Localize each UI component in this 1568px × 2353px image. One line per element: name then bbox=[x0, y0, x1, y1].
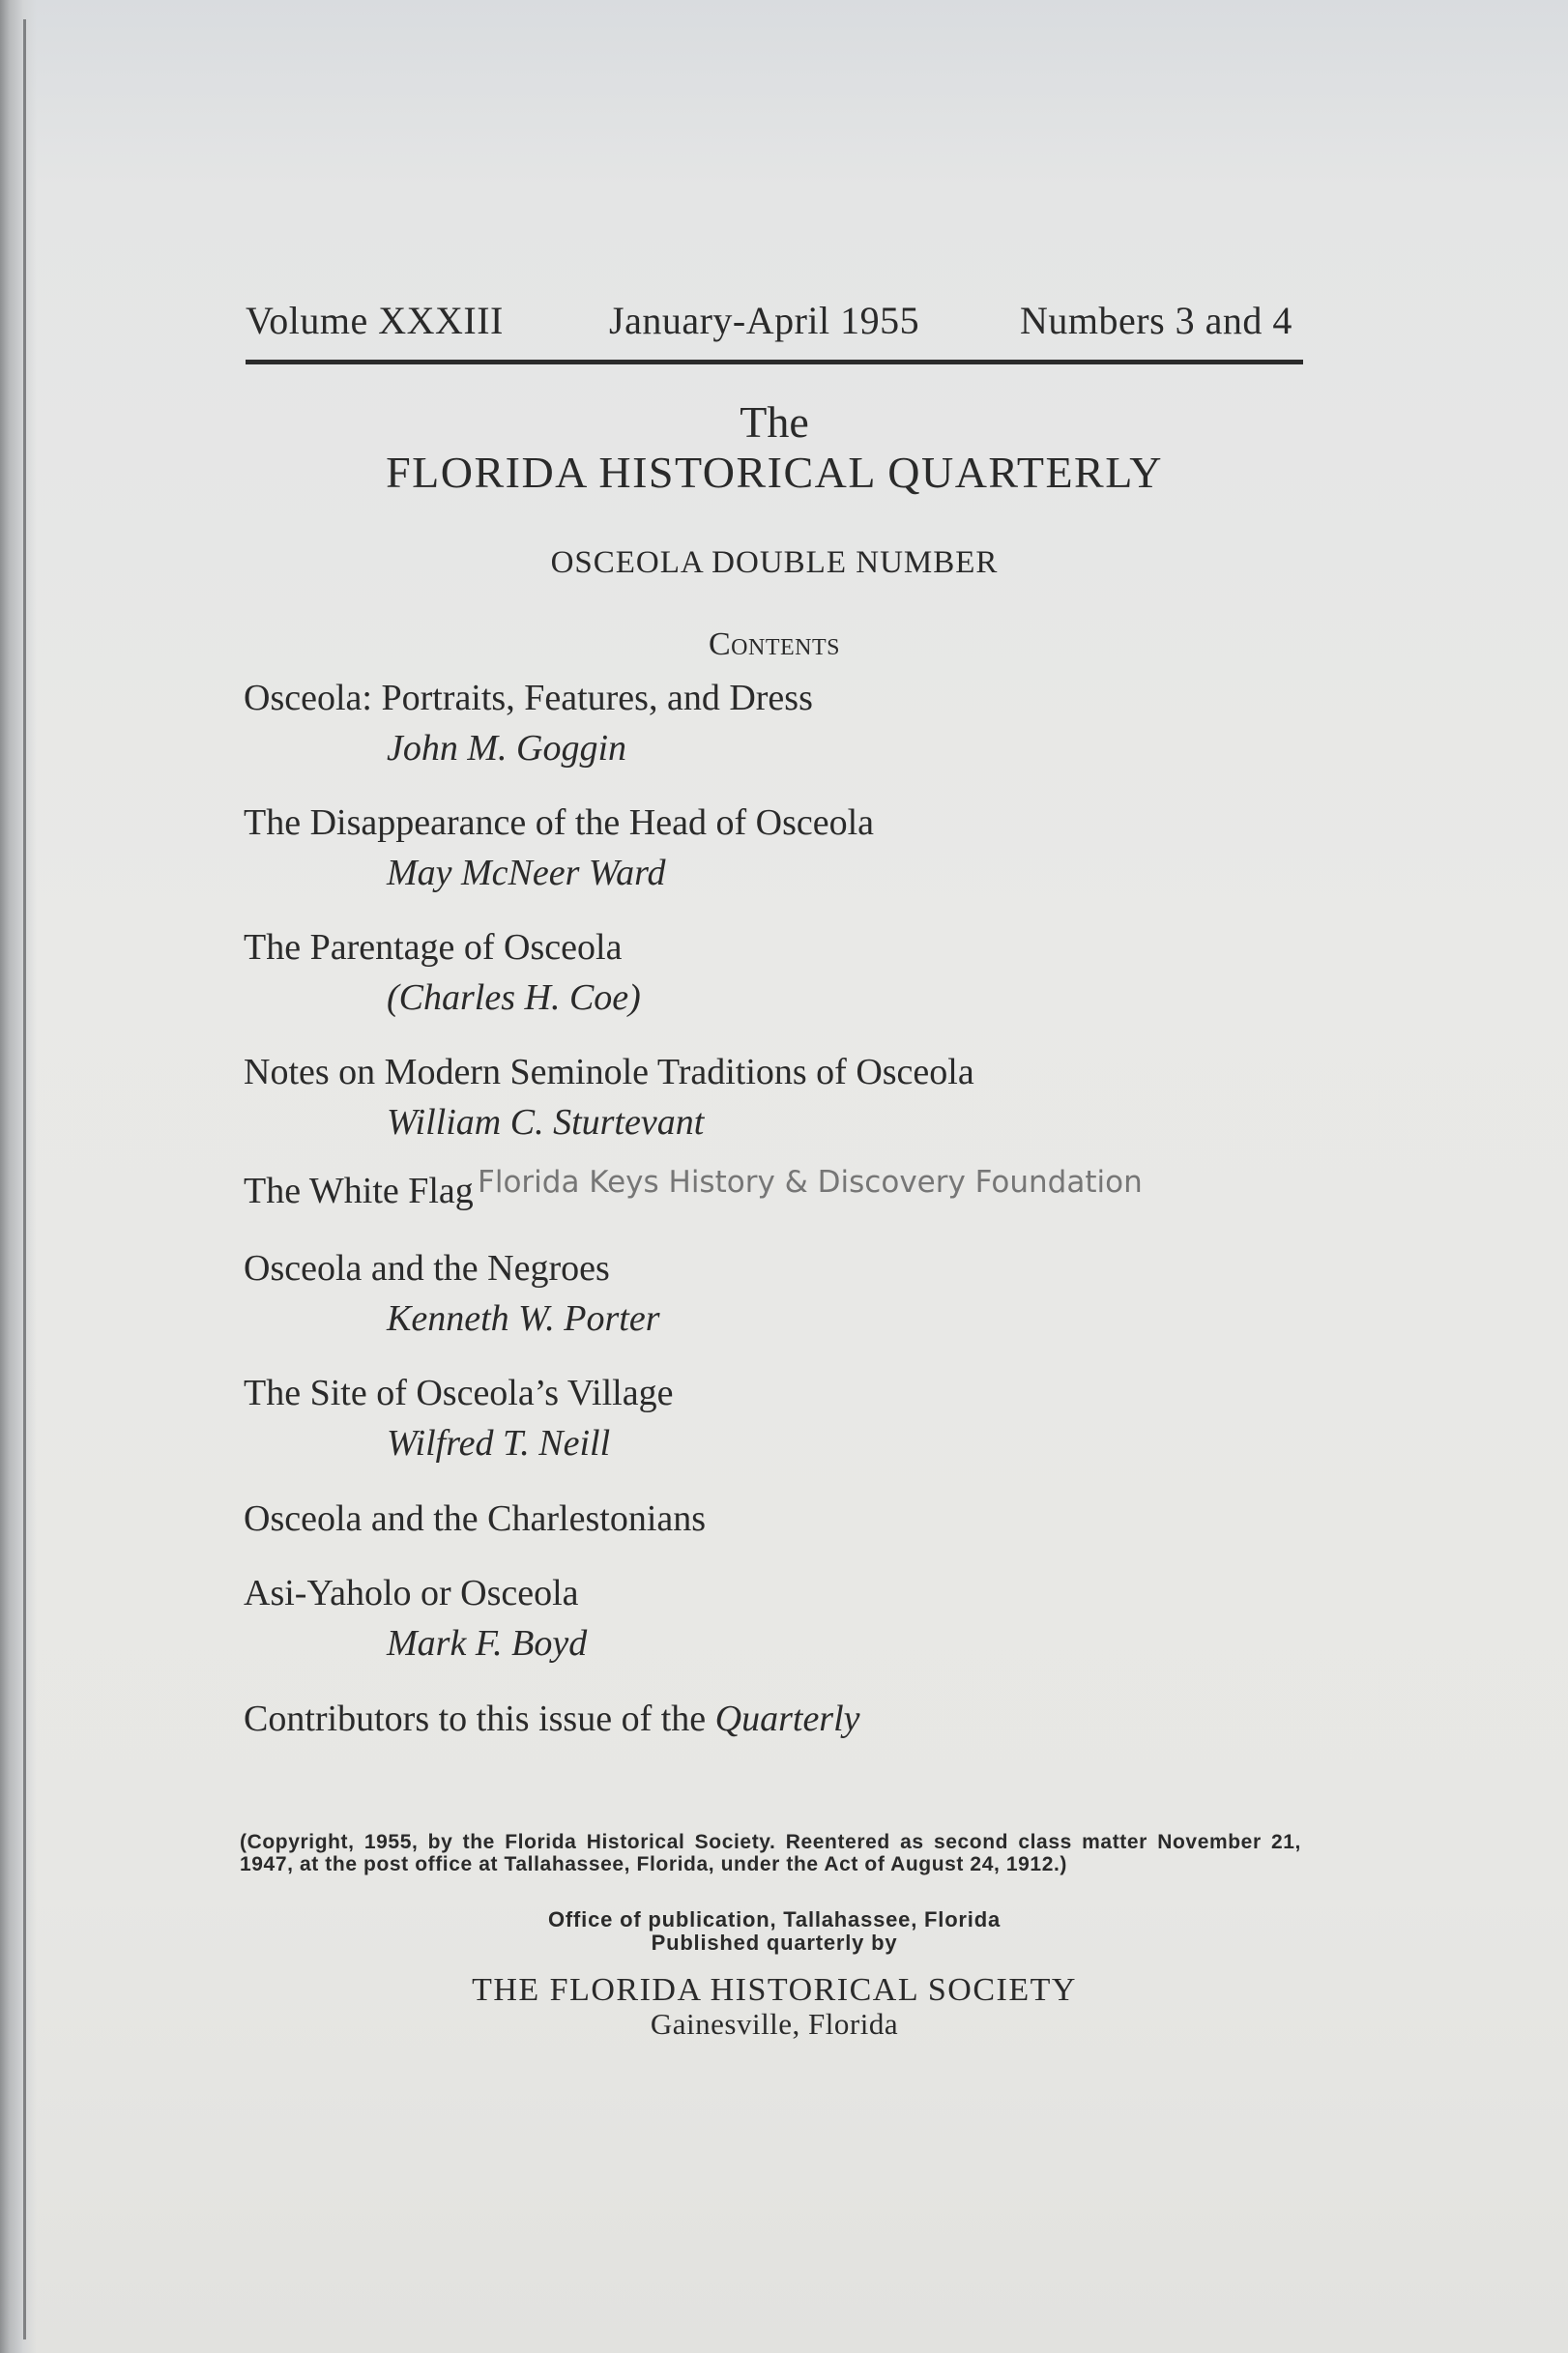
issue-subtitle: OSCEOLA DOUBLE NUMBER bbox=[550, 545, 999, 580]
contributors-quarterly: Quarterly bbox=[714, 1699, 860, 1739]
contents-heading: Contents bbox=[708, 626, 840, 662]
copyright-notice: (Copyright, 1955, by the Florida Historical Society. Reentered as second class matter November 21, 1947, at the post office at Tallahassee, Florida, under the Act of August 24, 1912.) bbox=[240, 1831, 1301, 1875]
header-date: January-April 1955 bbox=[609, 299, 920, 342]
contents-item-author: Wilfred T. Neill bbox=[387, 1423, 611, 1464]
contents-item-author: Kenneth W. Porter bbox=[387, 1298, 660, 1339]
header-rule bbox=[246, 360, 1303, 364]
header-numbers: Numbers 3 and 4 bbox=[1020, 299, 1292, 342]
contents-item-title: Osceola and the Charlestonians bbox=[244, 1498, 707, 1539]
publication-office: Office of publication, Tallahassee, Florida bbox=[548, 1907, 1001, 1932]
contents-item-author: John M. Goggin bbox=[387, 728, 627, 769]
contributors-prefix: Contributors to this issue of the bbox=[244, 1699, 707, 1739]
contents-item-title: Asi-Yaholo or Osceola bbox=[244, 1573, 579, 1613]
contents-item-author: Mark F. Boyd bbox=[387, 1623, 588, 1664]
contents-item-author: (Charles H. Coe) bbox=[387, 977, 641, 1018]
publisher-name: THE FLORIDA HISTORICAL SOCIETY bbox=[472, 1972, 1077, 2008]
header-volume: Volume XXXIII bbox=[246, 299, 504, 342]
contents-item-title: Osceola: Portraits, Features, and Dress bbox=[244, 678, 813, 718]
watermark-text: Florida Keys History & Discovery Foundation bbox=[478, 1165, 1143, 1200]
contents-item-author: May McNeer Ward bbox=[387, 853, 666, 893]
title-the: The bbox=[740, 397, 809, 447]
contents-item-title: Notes on Modern Seminole Traditions of Osceola bbox=[244, 1052, 974, 1092]
contributors-line bbox=[244, 1698, 860, 1740]
publisher-city: Gainesville, Florida bbox=[650, 2007, 899, 2041]
contents-item-author: William C. Sturtevant bbox=[387, 1102, 705, 1143]
published-by: Published quarterly by bbox=[651, 1931, 898, 1955]
contents-item-title: The Disappearance of the Head of Osceola bbox=[244, 802, 875, 843]
journal-title: FLORIDA HISTORICAL QUARTERLY bbox=[386, 448, 1163, 497]
contents-item-title: The Parentage of Osceola bbox=[244, 927, 623, 968]
contents-item-title: Osceola and the Negroes bbox=[244, 1248, 610, 1289]
contents-item-title: The Site of Osceola’s Village bbox=[244, 1373, 674, 1413]
contents-item-title: The White Flag bbox=[244, 1171, 474, 1211]
